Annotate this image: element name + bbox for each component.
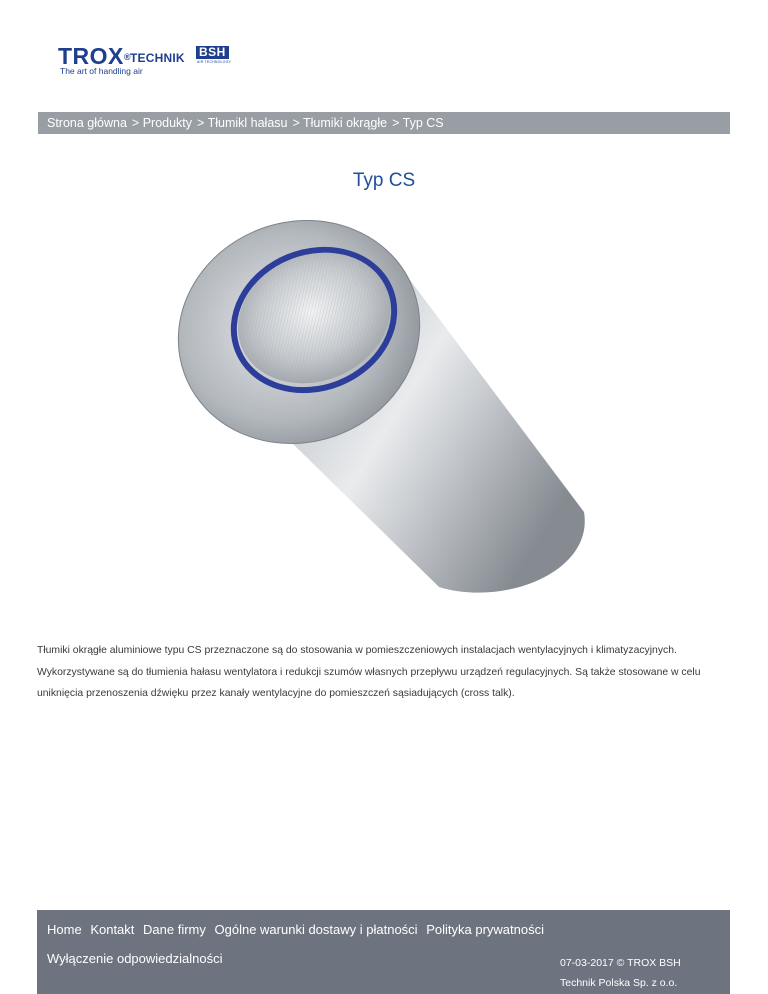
copyright-line-1: 07-03-2017 © TROX BSH xyxy=(560,957,681,969)
breadcrumb-silencers[interactable]: > Tłumikl hałasu xyxy=(197,116,288,130)
logo-partner-sub: AIR TECHNOLOGY xyxy=(197,60,232,64)
company-logo[interactable] xyxy=(58,44,258,80)
footer-links xyxy=(47,922,549,937)
footer-link-company-data[interactable]: Dane firmy xyxy=(143,922,206,937)
logo-tagline: The art of handling air xyxy=(60,66,143,76)
copyright xyxy=(560,953,710,993)
logo-partner: BSH xyxy=(196,46,229,59)
product-image xyxy=(174,212,594,604)
footer-link-terms[interactable]: Ogólne warunki dostawy i płatności xyxy=(214,922,418,937)
logo-technik: TECHNIK xyxy=(130,51,185,65)
footer-link-contact[interactable]: Kontakt xyxy=(90,922,135,937)
breadcrumb-products[interactable]: > Produkty xyxy=(131,116,193,130)
page-title: Typ CS xyxy=(352,170,416,191)
breadcrumb xyxy=(38,112,730,134)
footer-link-home[interactable]: Home xyxy=(47,922,82,937)
breadcrumb-round-silencers[interactable]: > Tłumiki okrągłe xyxy=(292,116,388,130)
breadcrumb-current[interactable]: > Typ CS xyxy=(392,116,444,130)
footer-link-privacy[interactable]: Polityka prywatności xyxy=(426,922,544,937)
copyright-line-2: Technik Polska Sp. z o.o. xyxy=(560,977,678,989)
product-description: Tłumiki okrągłe aluminiowe typu CS przeznaczone są do stosowania w pomieszczeniowych instalacjach wentylacyjnych i klimatyzacyjnych. Wykorzystywane są do tłumienia hałasu wentylatora i redukcji szumów własnych przepływu urządzeń regulacyjnych. Są także stosowane w celu uniknięcia przenoszenia dźwięku przez kanały wentylacyjne do pomieszczeń sąsiadujących (cross talk). xyxy=(37,645,701,699)
logo-brand: TROX® xyxy=(58,43,132,69)
footer xyxy=(37,910,730,994)
breadcrumb-home[interactable]: Strona główna xyxy=(47,116,127,130)
footer-link-disclaimer[interactable]: Wyłączenie odpowiedzialności xyxy=(47,951,223,966)
